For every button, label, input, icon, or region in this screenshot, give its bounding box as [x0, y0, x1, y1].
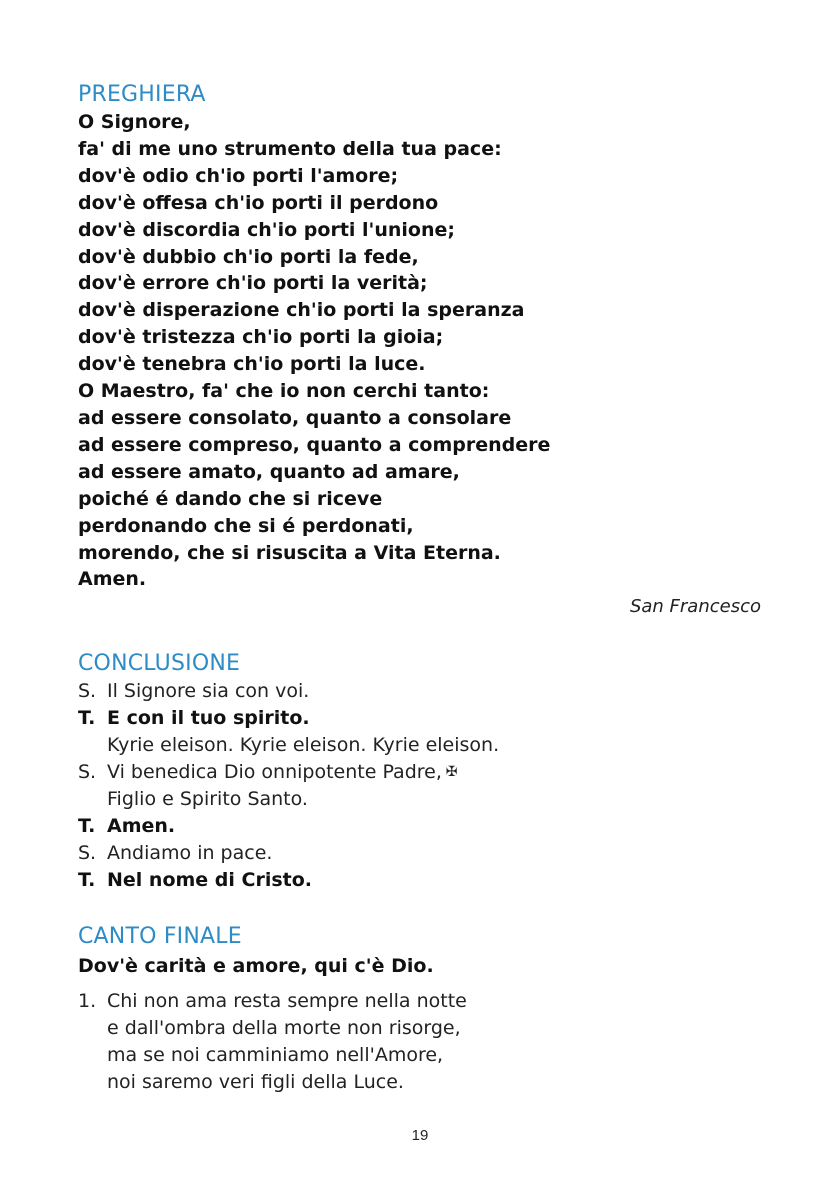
prayer-line: O Signore, [78, 111, 191, 133]
prayer-line: dov'è dubbio ch'io porti la fede, [78, 245, 419, 268]
speaker-label: T. [78, 869, 96, 891]
response-text [107, 759, 458, 786]
response-row-people [78, 867, 499, 894]
verse-line [78, 1069, 467, 1096]
prayer-line: fa' di me uno strumento della tua pace: [78, 137, 502, 160]
response-text: Kyrie eleison. Kyrie eleison. Kyrie eleison. [107, 734, 500, 756]
prayer-line: poiché é dando che si riceve [78, 487, 383, 510]
response-row-priest [78, 840, 499, 867]
prayer-text [78, 109, 550, 593]
prayer-line: dov'è tenebra ch'io porti la luce. [78, 353, 426, 376]
prayer-attribution: San Francesco [629, 596, 761, 617]
prayer-line: Amen. [78, 568, 147, 591]
section-heading-conclusion: CONCLUSIONE [78, 651, 241, 676]
conclusion-responses [78, 678, 499, 894]
response-row-people [78, 705, 499, 732]
speaker-label: T. [78, 707, 96, 729]
response-row-priest [78, 678, 499, 705]
section-heading-final-song: CANTO FINALE [78, 924, 242, 949]
page-number: 19 [411, 1127, 429, 1144]
speaker-label: S. [78, 761, 97, 783]
cross-icon: ✠ [445, 764, 458, 780]
response-text: E con il tuo spirito. [107, 707, 310, 729]
speaker-label: T. [78, 815, 96, 837]
prayer-line: ad essere consolato, quanto a consolare [78, 406, 512, 429]
speaker-label: S. [78, 842, 97, 864]
blessing-text: Vi benedica Dio onnipotente Padre, [107, 761, 442, 783]
verse-line [78, 1042, 467, 1069]
verse-text: noi saremo veri figli della Luce. [107, 1071, 404, 1093]
prayer-line: ad essere amato, quanto ad amare, [78, 460, 460, 483]
response-row-people [78, 813, 499, 840]
song-refrain: Dov'è carità e amore, qui c'è Dio. [78, 955, 434, 977]
prayer-line: dov'è offesa ch'io porti il perdono [78, 191, 439, 214]
section-heading-prayer: PREGHIERA [78, 82, 206, 107]
verse-line [78, 1015, 467, 1042]
verse-number: 1. [78, 990, 97, 1012]
prayer-line: dov'è tristezza ch'io porti la gioia; [78, 326, 444, 349]
prayer-line: dov'è disperazione ch'io porti la speranza [78, 299, 525, 322]
response-text: Amen. [107, 815, 176, 837]
speaker-label: S. [78, 680, 97, 702]
response-row-continuation [78, 732, 499, 759]
prayer-line: ad essere compreso, quanto a comprendere [78, 433, 551, 456]
prayer-line: dov'è errore ch'io porti la verità; [78, 272, 428, 295]
verse-text: Chi non ama resta sempre nella notte [107, 990, 467, 1012]
verse-line [78, 988, 467, 1015]
speaker-label [78, 786, 107, 813]
prayer-line: O Maestro, fa' che io non cerchi tanto: [78, 380, 490, 403]
speaker-label [78, 732, 107, 759]
prayer-line: perdonando che si é perdonati, [78, 514, 414, 537]
response-text: Nel nome di Cristo. [107, 869, 313, 891]
response-text: Andiamo in pace. [107, 842, 273, 864]
prayer-line: dov'è odio ch'io porti l'amore; [78, 164, 399, 187]
response-row-continuation [78, 786, 499, 813]
song-verse [78, 988, 467, 1096]
response-row-priest [78, 759, 499, 786]
response-text: Figlio e Spirito Santo. [107, 788, 308, 810]
verse-text: ma se noi camminiamo nell'Amore, [107, 1044, 444, 1066]
verse-text: e dall'ombra della morte non risorge, [107, 1017, 461, 1039]
prayer-line: morendo, che si risuscita a Vita Eterna. [78, 541, 501, 564]
response-text: Il Signore sia con voi. [107, 680, 310, 702]
prayer-line: dov'è discordia ch'io porti l'unione; [78, 218, 455, 241]
